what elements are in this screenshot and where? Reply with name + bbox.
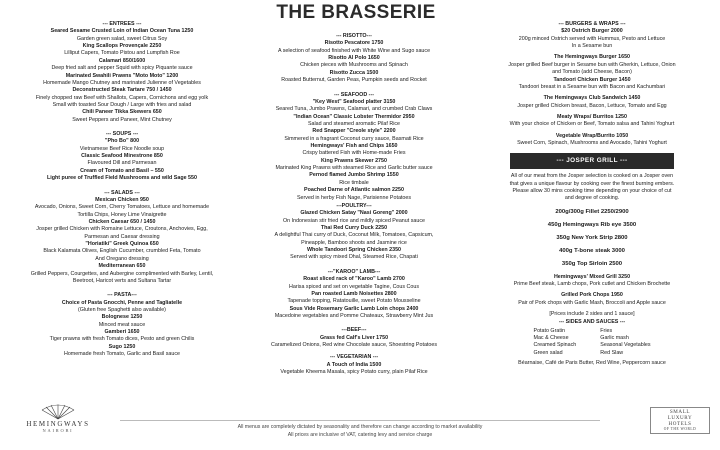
menu-item-title: Tandoori Chicken Burger 1450 <box>553 76 631 83</box>
menu-item-description: All of our meat from the Josper selection is cooked on a Josper oven <box>510 173 674 180</box>
menu-item-title: Classic Seafood Minestrone 850 <box>81 153 163 160</box>
menu-item-title: Whole Tandoori Spring Chicken 2350 <box>306 247 402 254</box>
menu-item-description: Vietnamese Beef Rice Noodle soup <box>79 145 165 152</box>
section-heading: --- SIDES AND SAUCES --- <box>558 319 626 326</box>
menu-item-description: Tapenade topping, Ratatouille, sweet Potato Mousseline <box>287 298 421 305</box>
menu-item-description: Caramelized Onions, Red wine Chocolate sauce, Shoestring Potatoes <box>270 342 438 349</box>
spacer <box>6 285 238 291</box>
logo-city: NAIROBI <box>42 428 74 433</box>
menu-item-title: Risotto Al Polo 1650 <box>328 55 380 62</box>
menu-item-title: Seared Sesame Crusted Loin of Indian Ocean Tuna 1250 <box>50 28 194 35</box>
side-item: Mac & Cheese <box>533 335 569 342</box>
sides-list-right <box>600 328 650 357</box>
side-item: Seasonal Vegetables <box>600 342 651 349</box>
spacer <box>6 124 238 130</box>
menu-item-title: Deconstructed Steak Tartare 750 / 1450 <box>72 87 172 94</box>
menu-item-title: Red Snapper "Creole style" 2200 <box>312 128 396 135</box>
menu-item-description: Served with spicy mixed Dhal, Steamed Rice, Chapati <box>290 254 418 261</box>
menu-item-title: Meaty Wraps/ Burritos 1250 <box>557 113 627 120</box>
menu-item-description: Josper grilled Beef burger in Sesame bun with Gherkin, Lettuce, Onion <box>508 61 676 68</box>
side-item: Garlic mash <box>600 335 629 342</box>
menu-item-title: "Key West" Seafood platter 3150 <box>312 98 396 105</box>
menu-item-title: "Indian Ocean" Classic Lobster Thermidor 2950 <box>293 113 415 120</box>
section-heading: ---POULTRY--- <box>336 202 372 209</box>
menu-item-description: and degree of cooking. <box>564 195 620 202</box>
section-heading: --- SOUPS --- <box>105 131 139 138</box>
menu-column-left <box>6 20 238 358</box>
menu-item-description: Small with toasted Sour Dough / Large with fries and salad <box>52 101 192 108</box>
menu-item-description: Sweet Peppers and Paneer, Mint Chutney <box>72 116 172 123</box>
spacer <box>6 183 238 189</box>
menu-item-title: Chicken Caesar 650 / 1450 <box>88 218 156 225</box>
menu-item-title: Mediterranean 650 <box>98 263 146 270</box>
menu-item-title: Sous Vide Rosemary Garlic Lamb Loin chops 2400 <box>289 305 419 312</box>
slh-line-3: HOTELS <box>668 421 692 428</box>
small-luxury-hotels-logo <box>650 407 710 434</box>
menu-item-title: $20 Ostrich Burger 2000 <box>561 28 623 35</box>
side-item: Creamed Spinach <box>533 342 577 349</box>
menu-item-description: Crispy battered Fish with Home-made Fries <box>302 150 406 157</box>
menu-item-title: Poached Darne of Atlantic salmon 2250 <box>304 187 404 194</box>
footer-note-seasonality: All menus are completely dictated by seasonality and therefore can change according to market availability <box>237 424 483 430</box>
menu-item-title: Chili Paneer Tikka Skewers 650 <box>82 109 162 116</box>
section-heading: --- SEAFOOD --- <box>333 91 375 98</box>
section-heading: --- RISOTTO--- <box>336 33 372 39</box>
menu-item-description: Flavoured Dill and Parmesan <box>87 160 157 167</box>
section-heading: --- SALADS --- <box>104 189 140 196</box>
menu-item-title: Risotto Pescatore 1750 <box>324 40 384 47</box>
menu-item-description: that gives a unique flavour by cooking over the finest burning embers. <box>509 180 675 187</box>
section-heading: ---"KAROO" LAMB--- <box>327 268 381 275</box>
menu-item-description: In a Sesame bun <box>571 43 613 50</box>
menu-item-title: The Hemingways Burger 1650 <box>553 54 631 61</box>
menu-item-title: A Touch of India 1500 <box>326 361 382 368</box>
menu-item-title: Risotto Zucca 1500 <box>329 69 379 76</box>
menu-item-description: Served in herby Fish Nage, Parisienne Potatoes <box>296 194 412 201</box>
menu-item-title: Grilled Pork Chops 1950 <box>561 292 623 299</box>
menu-item-description: On Indonesian stir fried rice and mildly spiced Peanut sauce <box>283 217 425 224</box>
menu-item-description: Tandoori breast in a Sesame bun with Bacon and Kachumbari <box>518 83 666 90</box>
spacer <box>246 85 462 91</box>
menu-item-title: Light puree of Truffled Field Mushrooms and wild Sage 550 <box>47 175 197 182</box>
menu-item-description: Parmesan and Caesar dressing <box>84 233 160 240</box>
side-item: Potato Gratin <box>533 327 565 334</box>
menu-item-description: [Prices include 2 sides and 1 sauce] <box>549 310 635 317</box>
spacer <box>246 320 462 326</box>
menu-item-description: Finely chopped raw Beef with Shallots, Capers, Cornichons and egg yolk <box>35 94 209 101</box>
menu-item-title: Choice of Pasta Gnocchi, Penne and Tagliatelle <box>61 299 183 306</box>
menu-column-middle <box>246 32 462 376</box>
menu-item-title: Vegetable Wrap/Burrito 1050 <box>555 132 629 139</box>
menu-item-title: Roast sliced rack of "Karoo" Lamb 2700 <box>303 276 405 283</box>
menu-item-title: Bolognese 1250 <box>101 314 143 321</box>
menu-item-description: A delightful Thai curry of Duck, Coconut Milk, Tomatoes, Capsicum, <box>274 232 434 239</box>
menu-item-description: Tortilla Chips, Honey Lime Vinaigrette <box>77 211 167 218</box>
menu-item-title: Pernod flamed Jumbo Shrimp 1550 <box>309 172 399 179</box>
menu-item-title: Gamberi 1650 <box>104 329 140 336</box>
menu-item-description: Avocado, Onions, Sweet Corn, Cherry Tomatoes, Lettuce and homemade <box>34 204 210 211</box>
slh-line-4: OF THE WORLD <box>663 427 697 432</box>
menu-item-title: "Horiatiki" Greek Quinoa 650 <box>85 241 159 248</box>
menu-item-description: Pineapple, Bamboo shoots and Jasmine rice <box>301 239 407 246</box>
spacer <box>246 349 462 353</box>
menu-item-title: Glazed Chicken Satay "Nasi Goreng" 2000 <box>300 210 408 217</box>
menu-item-description: And Oregano dressing <box>95 255 149 262</box>
menu-column-right-items <box>470 21 714 327</box>
menu-column-right <box>470 20 714 367</box>
menu-item-title: The Hemingways Club Sandwich 1450 <box>543 95 641 102</box>
sides-list <box>470 328 714 357</box>
menu-item-description: Roasted Butternut, Garden Peas, Pumpkin seeds and Rocket <box>281 77 427 84</box>
menu-item-description: Prime Beef steak, Lamb chops, Pork cutlet and Chicken Brochette <box>513 280 671 287</box>
steak-option: 450g Hemingways Rib eye 3500 <box>547 221 637 228</box>
menu-item-description: Salad and steamed aromatic Pilaf Rice <box>307 120 401 127</box>
section-heading: --- VEGETARIAN --- <box>329 354 379 361</box>
footer <box>150 424 570 440</box>
menu-item-description: Pair of Pork chops with Garlic Mash, Broccoli and Apple sauce <box>518 299 666 306</box>
menu-item-title: Hemingways' Mixed Grill 3250 <box>553 273 631 280</box>
slh-line-2: LUXURY <box>667 415 693 422</box>
section-banner: --- JOSPER GRILL --- <box>510 153 674 169</box>
menu-item-description: (Gluten free Spaghetti also available) <box>78 306 166 313</box>
logo-name: HEMINGWAYS <box>26 420 90 428</box>
menu-item-title: Thai Red Curry Duck 2250 <box>320 224 388 231</box>
section-heading: ---BEEF--- <box>341 327 367 334</box>
menu-item-title: Hemingways' Fish and Chips 1650 <box>310 143 398 150</box>
menu-item-description: Beetroot, Haricot verts and Sultana Tartar <box>72 277 172 284</box>
menu-item-title: Pan roasted Lamb Noisettes 2800 <box>311 290 397 297</box>
menu-item-title: Cream of Tomato and Basil – 550 <box>80 167 164 174</box>
menu-item-title: Mexican Chicken 950 <box>95 196 149 203</box>
sides-list-left <box>534 328 577 357</box>
menu-item-description: Harisa spiced and set on vegetable Tagine, Cous Cous <box>288 283 419 290</box>
menu-item-title: Marinated Swahili Prawns "Moto Moto" 1200 <box>65 72 179 79</box>
slh-line-1: SMALL <box>669 409 691 415</box>
menu-item-description: Macedoine vegetables and Pomme Chateaux, Strawberry Mint Jus <box>274 312 434 319</box>
menu-item-description: 200g minced Ostrich served with Hummus, Pesto and Lettuce <box>518 35 666 42</box>
side-item: Fries <box>600 327 613 334</box>
spacer <box>246 262 462 268</box>
steak-option: 350g New York Strip 2800 <box>556 235 628 242</box>
steak-option: 400g T-bone steak 3000 <box>559 248 625 255</box>
footer-note-prices: All prices are inclusive of VAT, catering levy and service charge <box>287 431 433 438</box>
menu-item-description: Josper grilled Chicken breast, Bacon, Lettuce, Tomato and Egg <box>517 102 667 109</box>
menu-item-description: Grilled Peppers, Courgettes, and Aubergine complimented with Barley, Lentil, <box>30 270 214 277</box>
menu-item-description: Marinated King Prawns with steamed Rice and Garlic butter sauce <box>275 165 433 172</box>
menu-item-description: Josper grilled Chicken with Romaine Lettuce, Croutons, Anchovies, Egg, <box>36 226 208 233</box>
restaurant-title: THE BRASSERIE <box>276 2 436 23</box>
menu-item-description: Garden green salad, sweet Citrus Soy <box>76 35 168 42</box>
hemingways-logo <box>18 404 98 433</box>
steak-option: 350g Top Sirloin 2500 <box>561 261 623 268</box>
menu-item-description: Sweet Corn, Spinach, Mushrooms and Avocado, Tahini Yoghurt <box>517 140 667 147</box>
menu-item-title: King Scallops Provençale 2250 <box>82 43 162 50</box>
menu-item-description: Homemade fresh Tomato, Garlic and Basil sauce <box>63 351 181 358</box>
menu-item-description: Vegetable Kheema Masala, spicy Potato curry, plain Pilaf Rice <box>280 369 428 376</box>
logo-fan-icon <box>38 404 78 420</box>
menu-item-description: Homemade Mango Chutney and marinated Julienne of Vegetables <box>43 79 201 86</box>
menu-item-description: Deep fried salt and pepper Squid with spicy Piquante sauce <box>51 65 193 72</box>
side-item: Green salad <box>533 349 563 356</box>
menu-item-description: Simmered in a fragrant Coconut curry sauce, Basmati Rice <box>284 135 424 142</box>
section-heading: --- ENTREES --- <box>102 21 142 27</box>
section-heading: --- BURGERS & WRAPS --- <box>558 21 626 27</box>
menu-item-description: Rice timbale <box>339 179 369 186</box>
menu-item-title: "Pho Bo" 800 <box>104 138 140 145</box>
menu-item-description: Minced meat sauce <box>98 321 146 328</box>
footer-divider <box>120 420 600 421</box>
menu-item-description: Black Kalamata Olives, English Cucumber, crumbled Feta, Tomato <box>43 248 201 255</box>
menu-item-description: Seared Tuna, Jumbo Prawns, Calamari, and crumbed Crab Claws <box>275 106 433 113</box>
menu-item-description: and Tomato (add Cheese, Bacon) <box>552 69 632 76</box>
section-heading: --- PASTA--- <box>107 292 137 299</box>
menu-item-description: Chicken pieces with Mushrooms and Spinach <box>300 62 408 69</box>
side-item: Red Slaw <box>600 349 624 356</box>
menu-item-description: Tiger prawns with fresh Tomato dices, Pesto and green Chilis <box>49 336 195 343</box>
menu-item-description: Please allow 30 mins cooking time depending on your choice of cut <box>512 188 672 195</box>
menu-item-description: Lilliput Capers, Tomato Pistou and Lumpfish Roe <box>64 50 180 57</box>
menu-item-description: With your choice of Chicken or Beef, Tomato salsa and Tahini Yoghurt <box>509 121 675 128</box>
sauces-line: Béarnaise, Café de Paris Butter, Red Wine, Peppercorn sauce <box>518 360 666 367</box>
menu-item-title: King Prawns Skewer 2750 <box>321 157 387 164</box>
menu-item-title: Sugo 1250 <box>108 343 136 350</box>
menu-item-title: Calamari 850/1600 <box>98 57 146 64</box>
steak-option: 200g/300g Fillet 2250/2900 <box>555 208 629 215</box>
menu-item-title: Grass fed Calf's Liver 1750 <box>319 334 389 341</box>
menu-item-description: A selection of seafood finished with White Wine and Sugo sauce <box>277 47 431 54</box>
